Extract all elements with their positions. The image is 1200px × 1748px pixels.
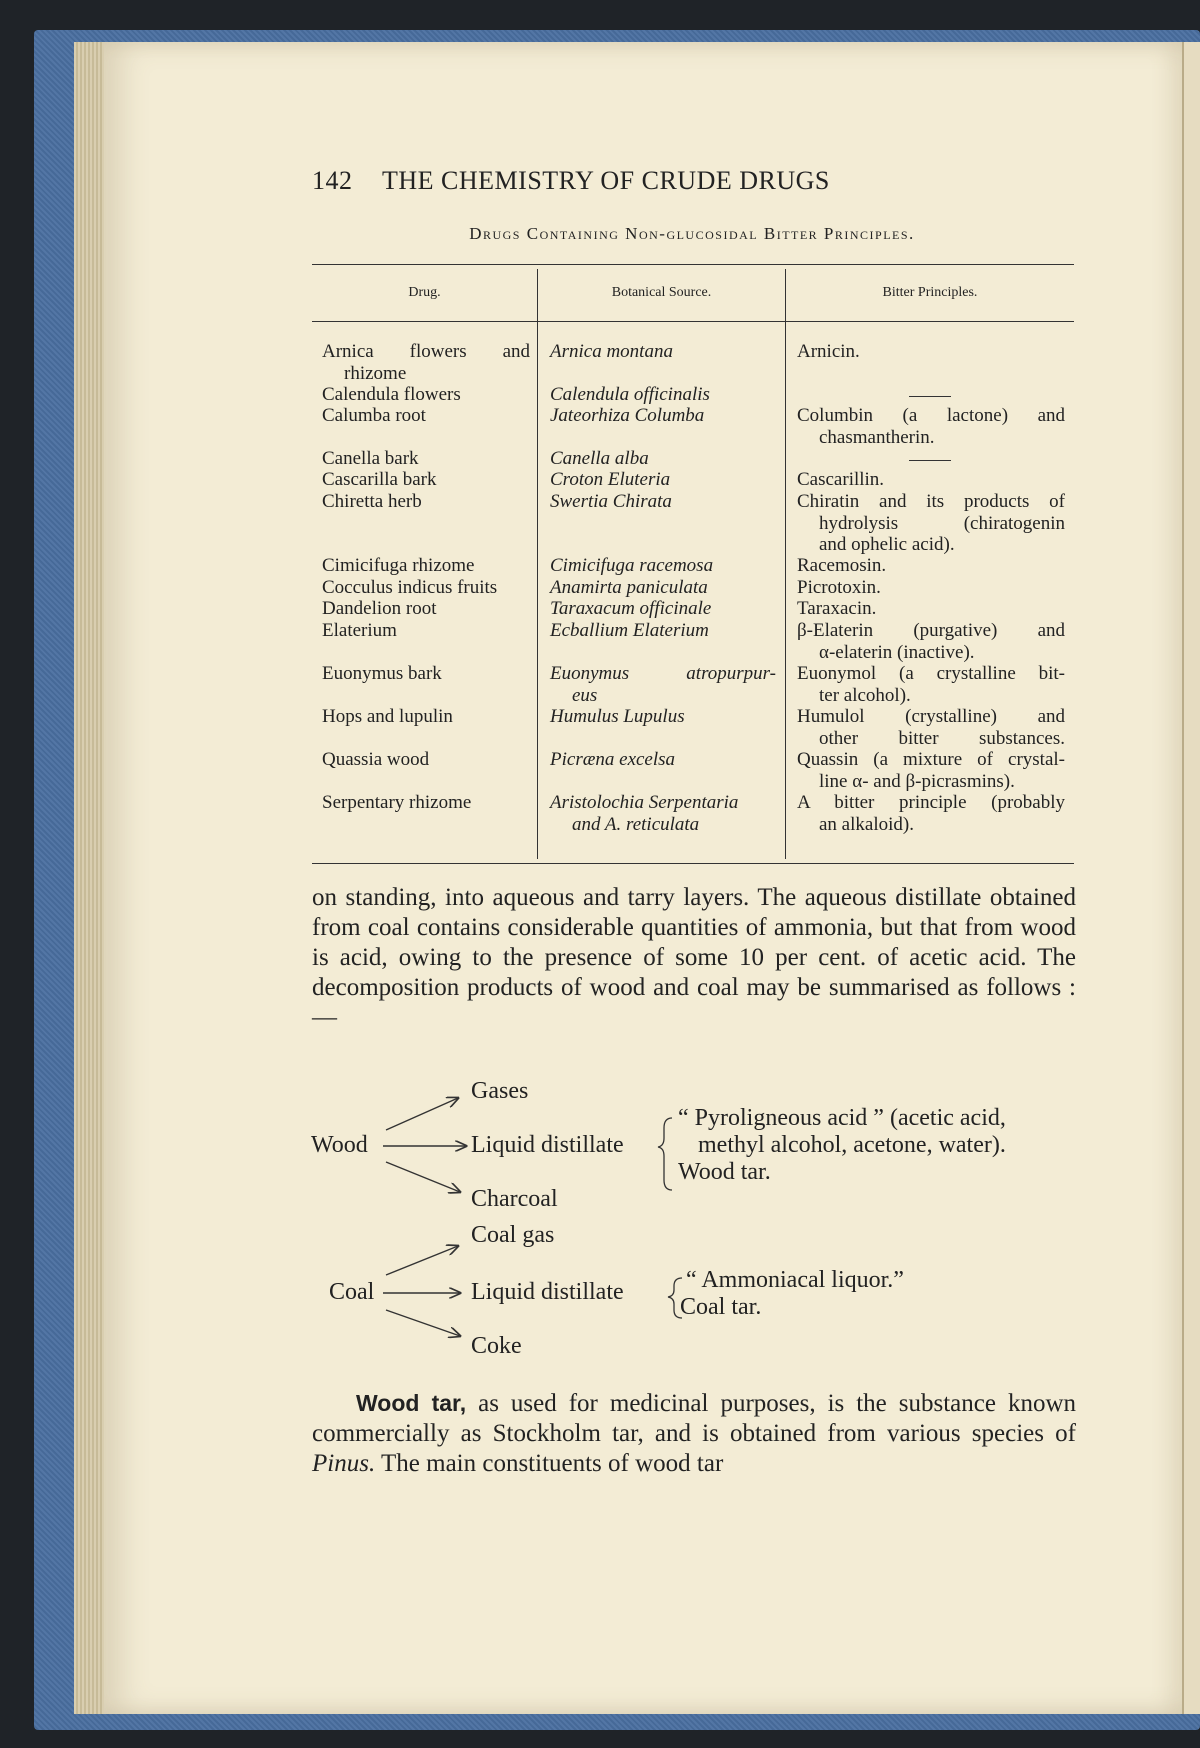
wood-product: Liquid distillate — [471, 1132, 624, 1158]
cell-drug: Quassia wood — [322, 749, 430, 770]
coal-distillate-part: “ Ammoniacal liquor.” — [686, 1267, 904, 1293]
header-drug: Drug. — [408, 285, 441, 300]
wood-distillate-part: methyl alcohol, acetone, water). — [698, 1132, 1006, 1158]
wood-label: Wood — [311, 1132, 368, 1158]
cell-source: Aristolochia Serpentaria and A. reticulata — [550, 792, 739, 835]
cell-drug: Elaterium — [322, 620, 397, 641]
coal-distillate-part: Coal tar. — [680, 1294, 762, 1320]
run-in-heading: Wood tar, — [356, 1390, 467, 1416]
cell-drug: Cocculus indicus fruits — [322, 577, 498, 598]
coal-label: Coal — [329, 1279, 375, 1305]
wood-distillate-part: Wood tar. — [678, 1159, 771, 1185]
cell-principle: A bitter principle (probably an alkaloid). — [797, 792, 1065, 835]
cell-drug: Euonymus bark — [322, 663, 442, 684]
cell-principle: Taraxacin. — [797, 598, 877, 619]
wood-distillate-part: “ Pyroligneous acid ” (acetic acid, — [678, 1105, 1006, 1131]
cell-source: Anamirta paniculata — [550, 577, 708, 598]
running-title: THE CHEMISTRY OF CRUDE DRUGS — [382, 166, 830, 195]
cell-source: Croton Eluteria — [550, 469, 671, 490]
wood-product: Gases — [471, 1078, 529, 1104]
cell-drug: Dandelion root — [322, 598, 437, 619]
cell-principle: Columbin (a lactone) and chasmantherin. — [797, 405, 1065, 448]
cell-source: Humulus Lupulus — [550, 706, 685, 727]
cell-principle: Cascarillin. — [797, 469, 885, 490]
cell-principle: β-Elaterin (purgative) and α-elaterin (inactive). — [797, 620, 1065, 663]
body-paragraph-wood-tar: Wood tar, as used for medicinal purposes, is the substance known commercially as Stockholm tar, and is obtained from various species of Pinus. The main constituents of wood tar — [312, 1390, 1077, 1477]
coal-product: Liquid distillate — [471, 1279, 624, 1305]
cell-principle: Euonymol (a crystalline bit- ter alcohol). — [797, 663, 1065, 706]
table-title: Drugs Containing Non-glucosidal Bitter Principles. — [469, 224, 915, 243]
cell-source: Taraxacum officinale — [550, 598, 712, 619]
cell-principle: Arnicin. — [797, 341, 860, 362]
cell-drug: Cascarilla bark — [322, 469, 437, 490]
page-number: 142 — [312, 166, 353, 195]
wood-product: Charcoal — [471, 1186, 558, 1212]
cell-drug: Serpentary rhizome — [322, 792, 472, 813]
cell-source: Jateorhiza Columba — [550, 405, 705, 426]
cell-source: Euonymus atropurpur- eus — [550, 663, 776, 706]
cell-principle: Humulol (crystalline) and other bitter substances. — [797, 706, 1065, 749]
cell-source: Ecballium Elaterium — [550, 620, 709, 641]
coal-product: Coke — [471, 1333, 522, 1359]
cell-source: Canella alba — [550, 448, 649, 469]
cell-source: Arnica montana — [550, 341, 673, 362]
cell-source: Calendula officinalis — [550, 384, 710, 405]
header-principle: Bitter Principles. — [882, 285, 978, 300]
cell-principle: Chiratin and its products of hydrolysis (chiratogenin and ophelic acid). — [797, 491, 1065, 555]
coal-product: Coal gas — [471, 1222, 555, 1248]
cell-drug: Calendula flowers — [322, 384, 461, 405]
cell-source: Picræna excelsa — [550, 749, 676, 770]
cell-drug: Chiretta herb — [322, 491, 422, 512]
cell-drug: Calumba root — [322, 405, 426, 426]
cell-source: Cimicifuga racemosa — [550, 555, 714, 576]
brace — [658, 1118, 672, 1190]
header-source: Botanical Source. — [611, 285, 712, 300]
cell-drug: Arnica flowers and rhizome — [322, 341, 530, 384]
cell-drug: Canella bark — [322, 448, 419, 469]
cell-principle: Picrotoxin. — [797, 577, 881, 598]
cell-drug: Cimicifuga rhizome — [322, 555, 475, 576]
cell-drug: Hops and lupulin — [322, 706, 453, 727]
cell-source: Swertia Chirata — [550, 491, 672, 512]
cell-principle: Quassin (a mixture of crystal- line α- and β-picrasmins). — [797, 749, 1065, 792]
cell-principle: Racemosin. — [797, 555, 887, 576]
body-paragraph: on standing, into aqueous and tarry layers. The aqueous distillate obtained from coal contains considerable quantities of ammonia, but that from wood is acid, owing to the presence of some 10 per cent. of acetic acid. The decomposition products of wood and coal may be summarised as follows :— — [312, 884, 1076, 1031]
